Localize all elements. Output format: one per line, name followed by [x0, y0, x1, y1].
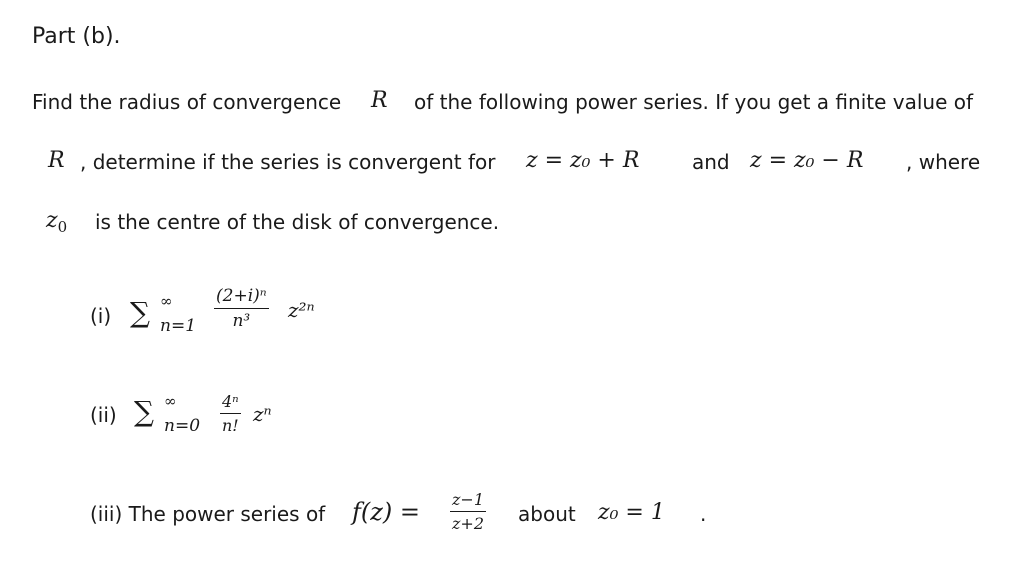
expr-z-minus-r: z = z₀ − R: [750, 148, 864, 173]
item-i-numerator: (2+i)ⁿ: [216, 286, 267, 306]
item-i-sigma: ∑: [130, 296, 150, 329]
item-i-lower: n=1: [160, 316, 197, 336]
item-iii-numerator: z−1: [452, 490, 485, 509]
item-ii-upper: ∞: [164, 392, 177, 410]
symbol-z0-sub: 0: [57, 218, 68, 236]
item-i-upper: ∞: [160, 292, 173, 310]
item-i-power: z²ⁿ: [288, 298, 315, 322]
item-iii-center: z₀ = 1: [598, 500, 665, 525]
item-iii-about: about: [518, 502, 576, 526]
item-i-label: (i): [90, 304, 112, 328]
item-ii-fraction: [220, 392, 241, 435]
part-heading: Part (b).: [32, 24, 121, 49]
item-ii-numerator: 4ⁿ: [222, 392, 239, 411]
symbol-z0: [46, 208, 68, 236]
intro-text-6: is the centre of the disk of convergence.: [95, 210, 500, 234]
intro-text-2: of the following power series. If you get a finite value of: [414, 90, 974, 114]
item-ii-sigma: ∑: [134, 395, 154, 428]
item-iii-label: (iii) The power series of: [90, 502, 326, 526]
expr-z-plus-r: z = z₀ + R: [526, 148, 640, 173]
item-iii-denominator: z+2: [452, 514, 485, 533]
symbol-r-1: R: [371, 88, 388, 113]
symbol-z0-base: z: [46, 208, 58, 233]
item-iii-end: .: [700, 502, 707, 526]
item-ii-power: zⁿ: [253, 402, 272, 426]
intro-text-3: , determine if the series is convergent for: [80, 150, 496, 174]
intro-text-5: , where: [906, 150, 981, 174]
intro-text-4: and: [692, 150, 730, 174]
item-i-denominator: n³: [232, 311, 251, 331]
item-ii-label: (ii): [90, 403, 117, 427]
item-iii-fraction: [450, 490, 486, 533]
item-ii-denominator: n!: [221, 416, 239, 435]
item-ii-lower: n=0: [164, 416, 201, 436]
item-i-fraction: [214, 286, 269, 331]
intro-text-1: Find the radius of convergence: [32, 90, 342, 114]
symbol-r-2: R: [48, 148, 65, 173]
item-iii-func: f(z) =: [352, 498, 420, 526]
